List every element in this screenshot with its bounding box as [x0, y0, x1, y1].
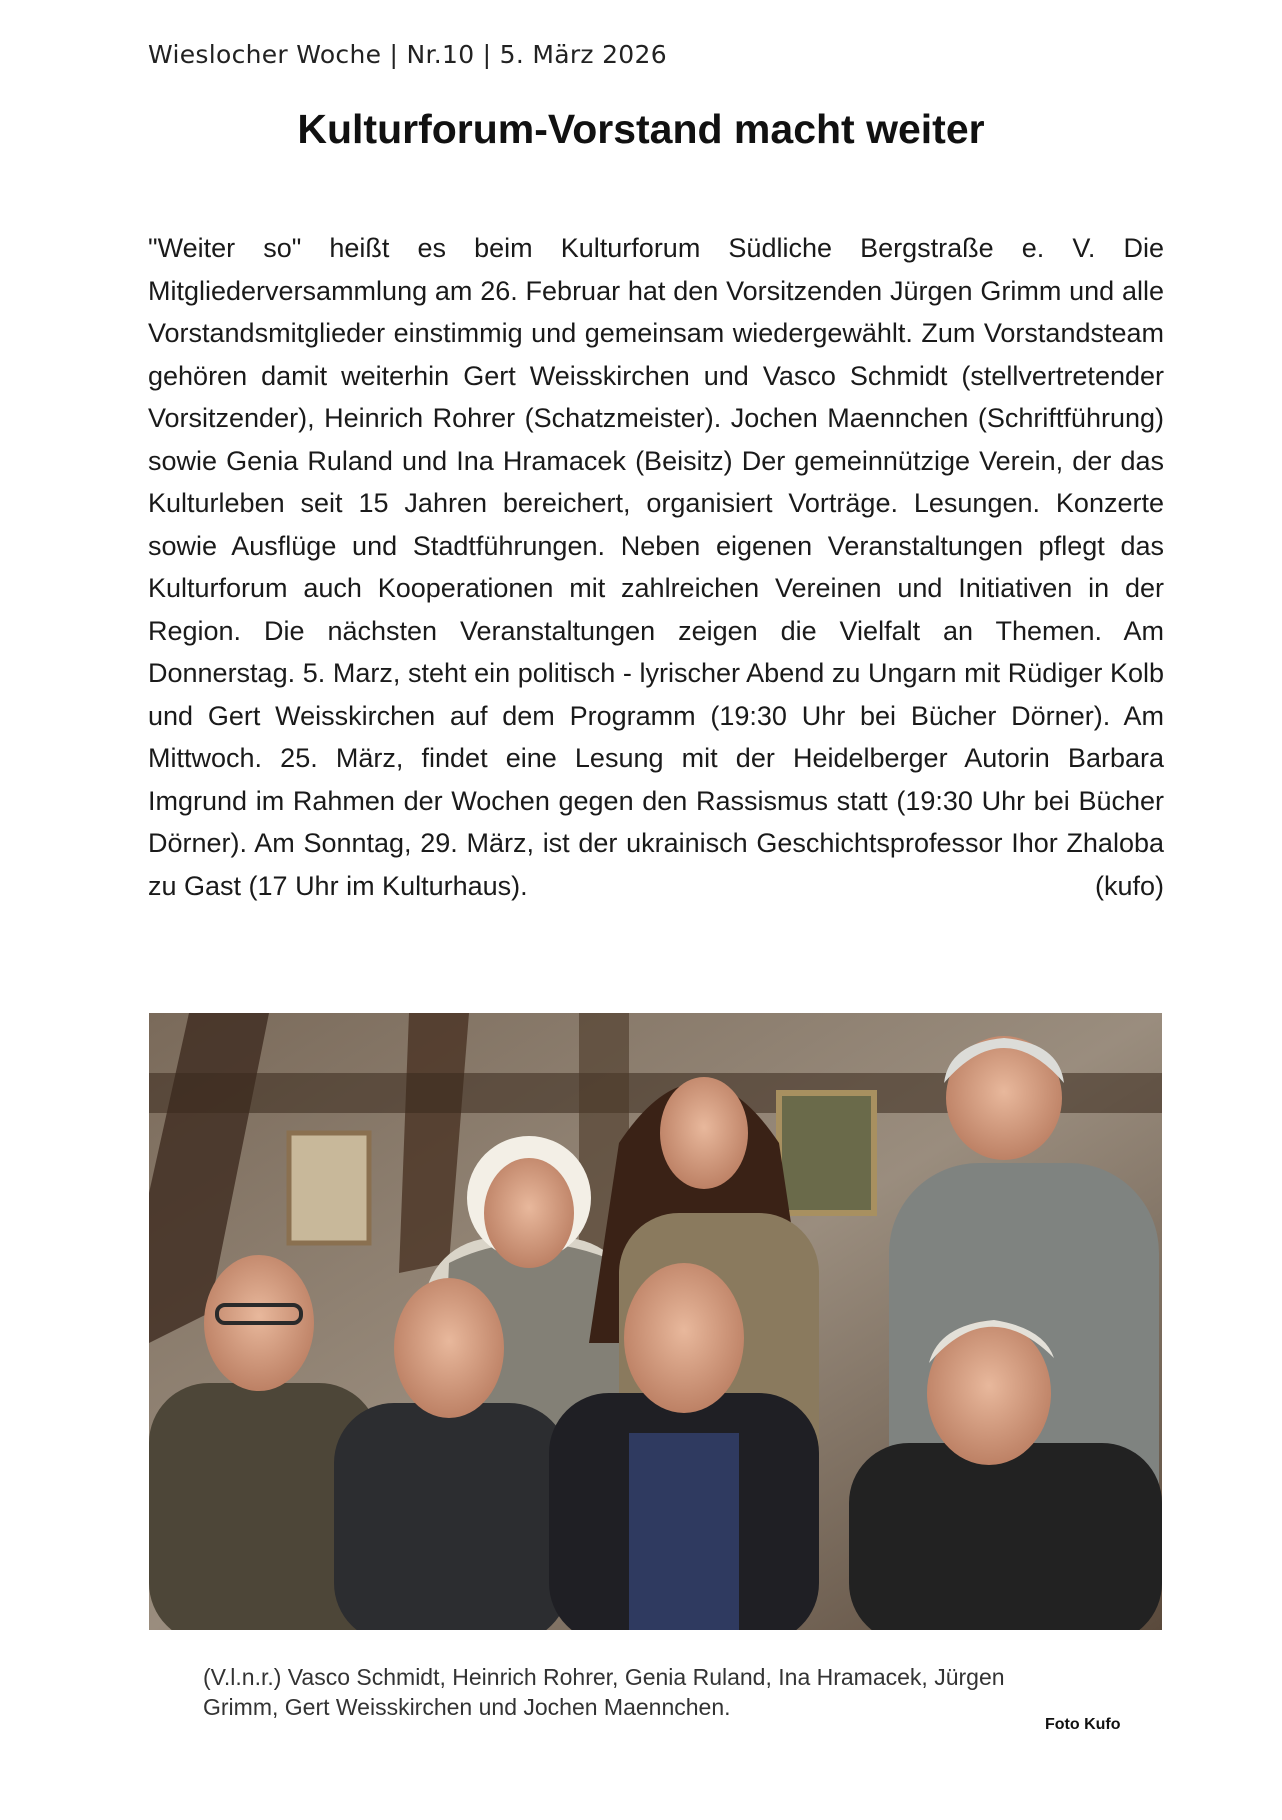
group-photo [149, 1013, 1162, 1630]
article-body-text: "Weiter so" heißt es beim Kulturforum Südliche Bergstraße e. V. Die Mitgliederversammlung am 26. Februar hat den Vorsitzenden Jürgen Grimm und alle Vorstandsmitglieder einstimmig und gemeinsam wiedergewählt. Zum Vorstandsteam gehören damit weiterhin Gert Weisskirchen und Vasco Schmidt (stellvertretender Vorsitzender), Heinrich Rohrer (Schatzmeister). Jochen Maennchen (Schriftführung) sowie Genia Ruland und Ina Hramacek (Beisitz) Der gemeinnützige Verein, der das Kulturleben seit 15 Jahren bereichert, organisiert Vorträge. Lesungen. Konzerte sowie Ausflüge und Stadtführungen. Neben eigenen Veranstaltungen pflegt das Kulturforum auch Kooperationen mit zahlreichen Vereinen und Initiativen in der Region. Die nächsten Veranstaltungen zeigen die Vielfalt an Themen. Am Donnerstag. 5. Marz, steht ein politisch - lyrischer Abend zu Ungarn mit Rüdiger Kolb und Gert Weisskirchen auf dem Programm (19:30 Uhr bei Bücher Dörner). Am Mittwoch. 25. März, findet eine Lesung mit der Heidelberger Autorin Barbara Imgrund im Rahmen der Wochen gegen den Rassismus statt (19:30 Uhr bei Bücher Dörner). Am Sonntag, 29. März, ist der ukrainisch Geschichtsprofessor Ihor Zhaloba zu Gast (17 Uhr im Kulturhaus). [148, 233, 1164, 901]
masthead: Wieslocher Woche | Nr.10 | 5. März 2026 [148, 40, 667, 69]
article-title: Kulturforum-Vorstand macht weiter [297, 106, 985, 152]
photo-credit: Foto Kufo [1045, 1716, 1121, 1733]
article-signoff: (kufo) [1094, 870, 1164, 901]
photo-caption: (V.l.n.r.) Vasco Schmidt, Heinrich Rohrer, Genia Ruland, Ina Hramacek, Jürgen Grimm, Gert Weisskirchen und Jochen Maennchen. [203, 1664, 1005, 1720]
article-body [148, 227, 1164, 907]
